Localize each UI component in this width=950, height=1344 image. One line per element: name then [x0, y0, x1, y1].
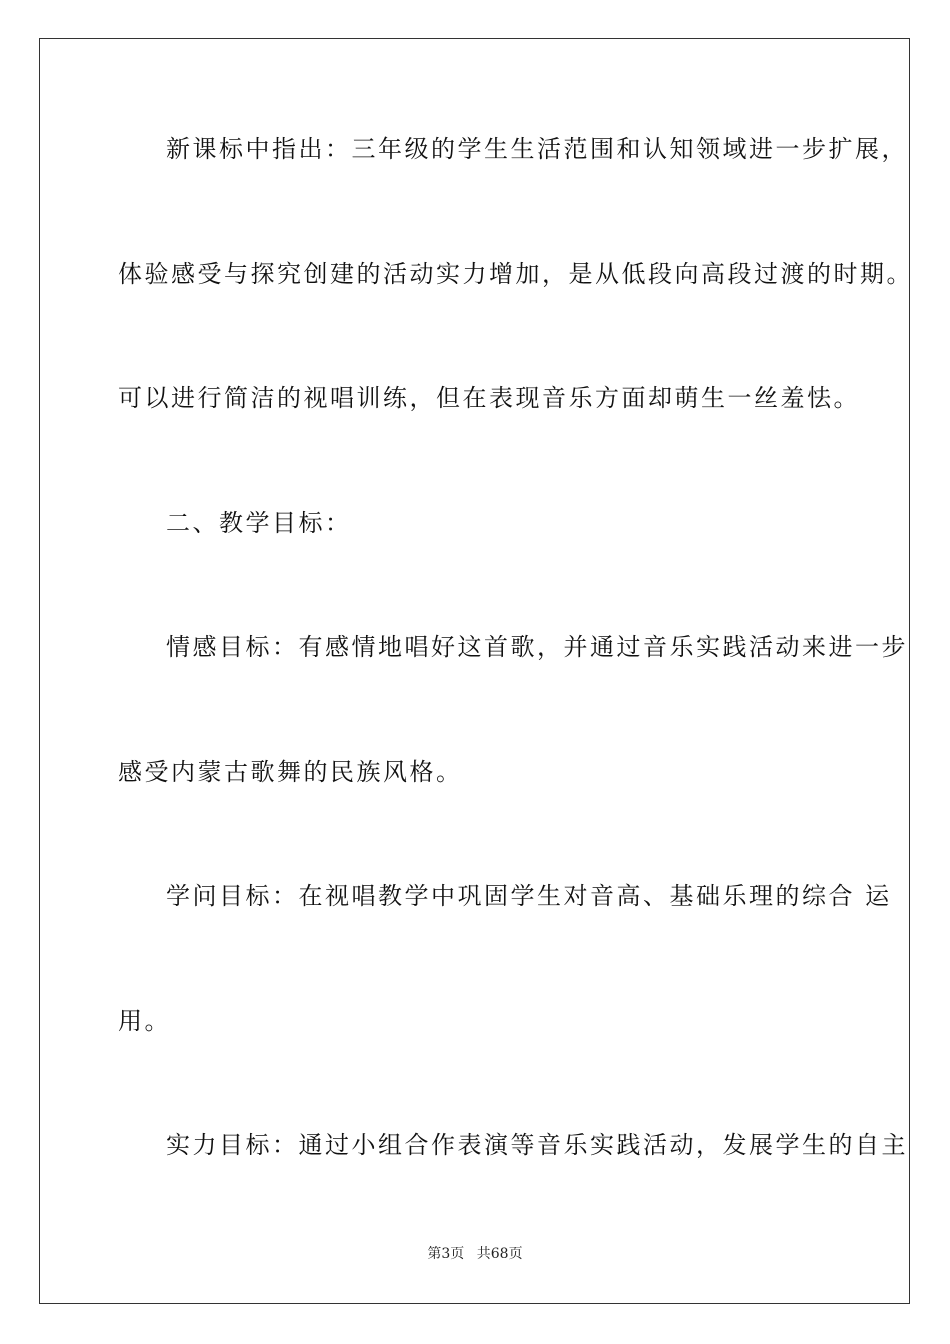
page-number: 第3页: [427, 1246, 465, 1262]
page-frame: [39, 38, 910, 1304]
paragraph-line: 新课标中指出：三年级的学生生活范围和认知领域进一步扩展，: [166, 135, 908, 163]
paragraph-line: 学问目标：在视唱教学中巩固学生对音高、基础乐理的综合 运: [166, 882, 892, 910]
page-total: 共68页: [476, 1246, 523, 1262]
paragraph-line: 用。: [118, 1007, 171, 1035]
page-footer: [0, 1244, 950, 1264]
paragraph-line: 情感目标：有感情地唱好这首歌，并通过音乐实践活动来进一步: [166, 633, 908, 661]
section-heading: 二、教学目标：: [166, 509, 352, 537]
paragraph-line: 实力目标：通过小组合作表演等音乐实践活动，发展学生的自主: [166, 1131, 908, 1159]
paragraph-line: 感受内蒙古歌舞的民族风格。: [118, 758, 463, 786]
paragraph-line: 可以进行简洁的视唱训练，但在表现音乐方面却萌生一丝羞怯。: [118, 384, 860, 412]
paragraph-line: 体验感受与探究创建的活动实力增加，是从低段向高段过渡的时期。: [118, 260, 913, 288]
